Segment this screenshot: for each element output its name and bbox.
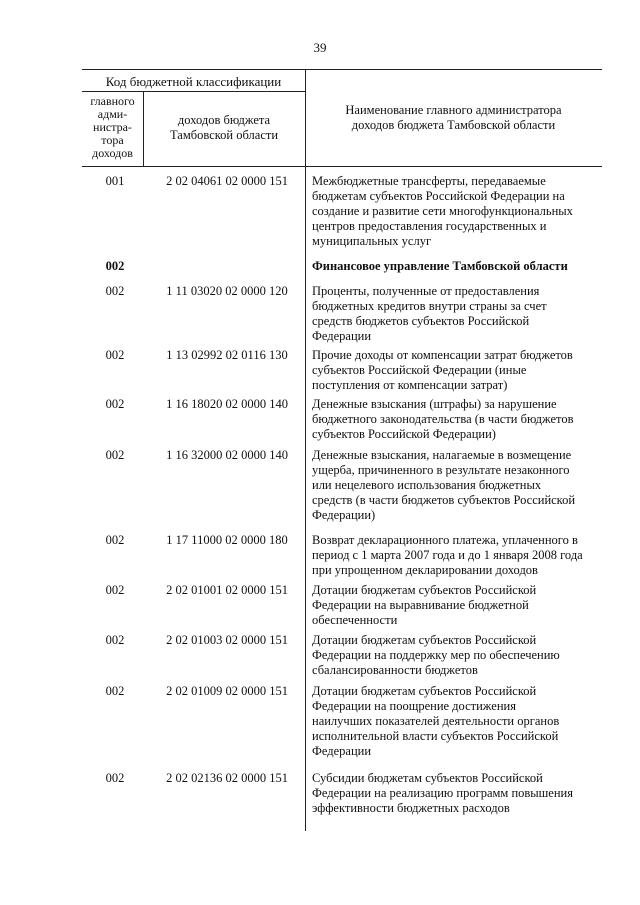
header-code-line: доходов бюджета — [177, 113, 271, 127]
description-line: муниципальных услуг — [312, 234, 432, 248]
description-line: при упрощенном декларировании доходов — [312, 563, 538, 577]
admin-code-cell: 002 — [105, 397, 125, 411]
header-name-column — [305, 103, 602, 133]
description-cell — [312, 633, 602, 678]
description-line: средств (в части бюджетов субъектов Российской — [312, 493, 576, 507]
header-group-title: Код бюджетной классификации — [105, 74, 282, 89]
description-line: средств бюджетов субъектов Российской — [312, 314, 530, 328]
description-line: Дотации бюджетам субъектов Российской — [312, 633, 537, 647]
description-line: бюджетам субъектов Российской Федерации на — [312, 189, 565, 203]
header-bottom-rule — [82, 166, 602, 167]
admin-code-cell: 001 — [105, 174, 125, 188]
budget-code-cell: 2 02 04061 02 0000 151 — [166, 174, 288, 188]
admin-code-cell: 002 — [105, 259, 125, 273]
header-code-line: Тамбовской области — [169, 128, 279, 142]
description-line: Денежные взыскания (штрафы) за нарушение — [312, 397, 557, 411]
description-line: обеспеченности — [312, 613, 398, 627]
description-line: центров предоставления государственных и — [312, 219, 547, 233]
description-line: эффективности бюджетных расходов — [312, 801, 510, 815]
header-code-column — [143, 113, 305, 143]
description-line: Дотации бюджетам субъектов Российской — [312, 583, 537, 597]
admin-code-cell: 002 — [105, 633, 125, 647]
description-line: Проценты, полученные от предоставления — [312, 284, 540, 298]
header-name-line: доходов бюджета Тамбовской области — [351, 118, 556, 132]
header-group-rule — [82, 91, 305, 92]
header-admin-column — [82, 95, 143, 160]
budget-code-cell: 1 16 18020 02 0000 140 — [166, 397, 288, 411]
admin-code-cell: 002 — [105, 684, 125, 698]
budget-code-cell: 2 02 02136 02 0000 151 — [166, 771, 288, 785]
admin-code-cell: 002 — [105, 448, 125, 462]
header-admin-line: главного — [90, 94, 135, 108]
description-line: Денежные взыскания, налагаемые в возмещение — [312, 448, 572, 462]
description-line: Федерации на выравнивание бюджетной — [312, 598, 529, 612]
description-line: Федерации) — [312, 508, 376, 522]
description-cell — [312, 448, 602, 523]
description-cell — [312, 684, 602, 759]
header-name-line: Наименование главного администратора — [345, 103, 562, 117]
description-line: Дотации бюджетам субъектов Российской — [312, 684, 537, 698]
budget-code-cell: 2 02 01009 02 0000 151 — [166, 684, 288, 698]
description-cell — [312, 771, 602, 816]
description-line: ущерба, причиненного в результате незаконного — [312, 463, 570, 477]
budget-code-cell: 1 17 11000 02 0000 180 — [166, 533, 288, 547]
budget-code-cell: 1 16 32000 02 0000 140 — [166, 448, 288, 462]
budget-code-cell: 1 11 03020 02 0000 120 — [166, 284, 288, 298]
description-line: бюджетных кредитов внутри страны за счет — [312, 299, 547, 313]
description-line: Возврат декларационного платежа, уплаченного в — [312, 533, 578, 547]
description-cell — [312, 348, 602, 393]
description-line: Прочие доходы от компенсации затрат бюджетов — [312, 348, 573, 362]
description-line: Финансовое управление Тамбовской области — [312, 259, 568, 273]
description-line: Федерации на поддержку мер по обеспечению — [312, 648, 560, 662]
description-cell — [312, 533, 602, 578]
description-line: Федерации — [312, 329, 372, 343]
header-admin-line: тора — [101, 133, 124, 147]
header-admin-line: доходов — [92, 146, 133, 160]
description-line: создание и развитие сети многофункциональных — [312, 204, 573, 218]
description-line: Федерации на реализацию программ повышения — [312, 786, 573, 800]
header-top-rule — [82, 69, 602, 70]
admin-code-cell: 002 — [105, 284, 125, 298]
description-line: субъектов Российской Федерации) — [312, 427, 496, 441]
description-cell — [312, 259, 602, 274]
description-line: исполнительной власти субъектов Российской — [312, 729, 559, 743]
budget-code-cell: 1 13 02992 02 0116 130 — [166, 348, 288, 362]
page-number: 39 — [313, 40, 327, 55]
description-line: Межбюджетные трансферты, передаваемые — [312, 174, 546, 188]
description-line: бюджетного законодательства (в части бюджетов — [312, 412, 574, 426]
description-line: сбалансированности бюджетов — [312, 663, 478, 677]
description-line: поступления от компенсации затрат) — [312, 378, 508, 392]
description-cell — [312, 284, 602, 344]
column-divider — [305, 166, 306, 831]
description-cell — [312, 174, 602, 249]
header-admin-line: адми- — [97, 107, 128, 121]
description-cell — [312, 583, 602, 628]
description-line: субъектов Российской Федерации (иные — [312, 363, 527, 377]
description-line: или нецелевого использования бюджетных — [312, 478, 542, 492]
budget-code-cell: 2 02 01003 02 0000 151 — [166, 633, 288, 647]
admin-code-cell: 002 — [105, 348, 125, 362]
description-line: наилучших показателей деятельности органов — [312, 714, 560, 728]
description-line: Федерации — [312, 744, 372, 758]
admin-code-cell: 002 — [105, 583, 125, 597]
header-admin-line: нистра- — [93, 120, 132, 134]
budget-code-cell: 2 02 01001 02 0000 151 — [166, 583, 288, 597]
description-cell — [312, 397, 602, 442]
description-line: период с 1 марта 2007 года и до 1 января 2008 года — [312, 548, 583, 562]
description-line: Субсидии бюджетам субъектов Российской — [312, 771, 543, 785]
admin-code-cell: 002 — [105, 771, 125, 785]
admin-code-cell: 002 — [105, 533, 125, 547]
description-line: Федерации на поощрение достижения — [312, 699, 516, 713]
